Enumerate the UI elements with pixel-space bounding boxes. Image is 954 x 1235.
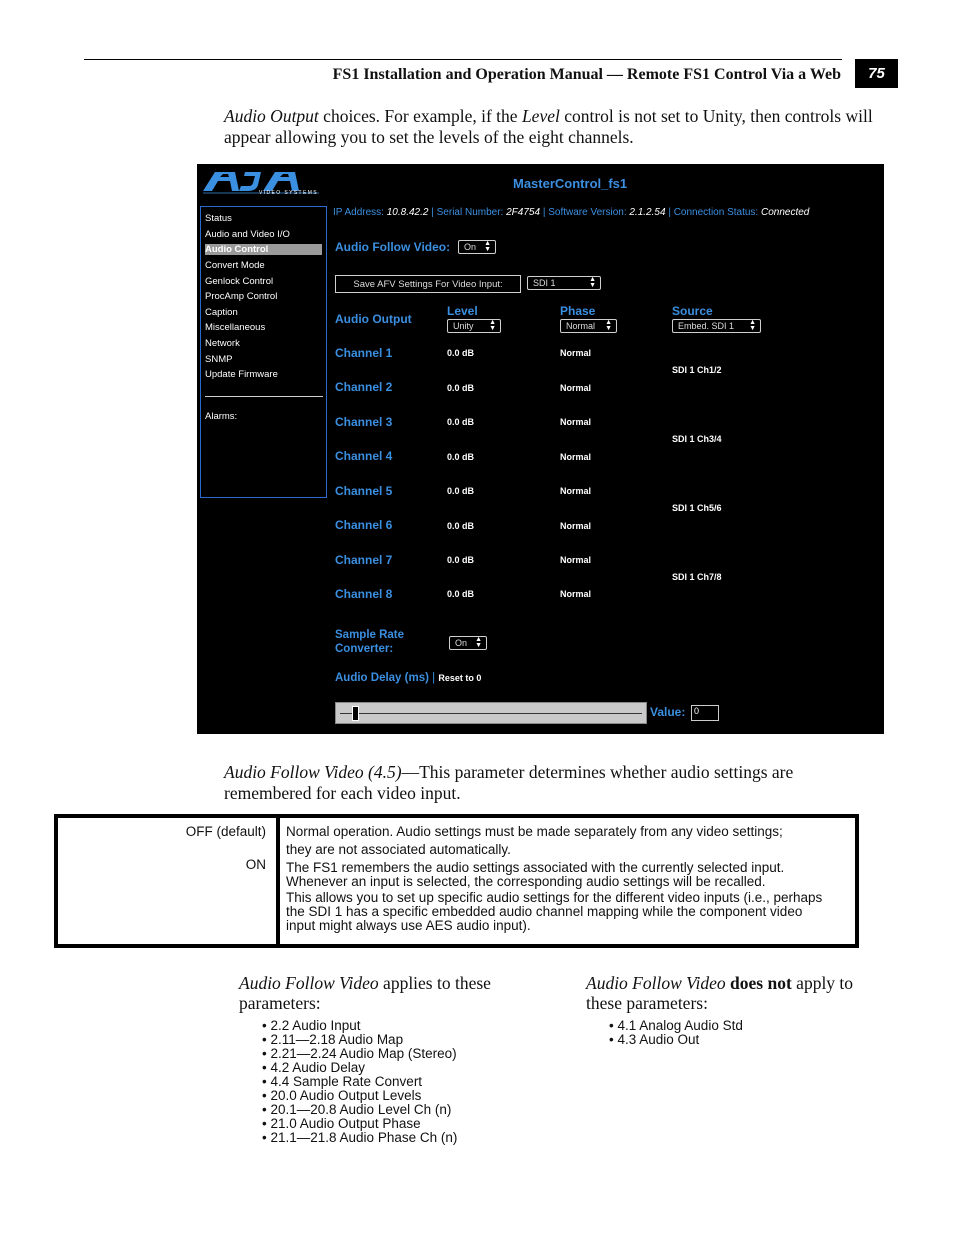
sidebar-item-convert-mode[interactable]: Convert Mode <box>205 260 265 271</box>
off-line-2: they are not associated automatically. <box>286 842 511 857</box>
source-ch7-8: SDI 1 Ch7/8 <box>672 572 722 582</box>
list-item: • 4.3 Audio Out <box>609 1033 743 1047</box>
level-select-value: Unity <box>453 321 474 331</box>
afv-select-value: On <box>464 242 477 252</box>
spinner-arrows-icon: ▲ ▼ <box>475 636 482 649</box>
channel-3-phase: Normal <box>560 417 592 427</box>
on-line-1: The FS1 remembers the audio settings associated with the currently selected input. <box>286 860 785 875</box>
channel-3-label: Channel 3 <box>335 415 393 429</box>
not-applies-rest: apply to these parameters: <box>586 973 854 1013</box>
on-line-5: input might always use AES audio input). <box>286 918 531 933</box>
on-line-4: the SDI 1 has a specific embedded audio channel mapping while the component video <box>286 904 803 919</box>
software-version-label: Software Version: <box>548 207 627 218</box>
save-afv-video-input-select[interactable] <box>527 276 601 290</box>
serial-value: 2F4754 <box>506 207 541 218</box>
connection-status-label: Connection Status: <box>673 207 759 218</box>
sidebar-nav <box>200 206 327 498</box>
channel-7-label: Channel 7 <box>335 553 393 567</box>
channel-5-phase: Normal <box>560 486 592 496</box>
channel-7-level: 0.0 dB <box>447 555 475 565</box>
serial-label: Serial Number: <box>436 207 504 218</box>
channel-5-label: Channel 5 <box>335 484 393 498</box>
level-column-header: Level <box>447 304 478 318</box>
sidebar-item-audio-control[interactable]: Audio Control <box>205 244 322 255</box>
sidebar-divider <box>205 396 323 397</box>
source-ch5-6: SDI 1 Ch5/6 <box>672 503 722 513</box>
table-divider <box>276 818 280 944</box>
device-info-line <box>333 207 809 218</box>
sidebar-item-audio-video-io[interactable]: Audio and Video I/O <box>205 229 290 240</box>
source-select[interactable] <box>672 319 761 333</box>
applies-heading <box>239 973 509 1013</box>
phase-column-header: Phase <box>560 304 596 318</box>
spinner-arrows-icon: ▲ ▼ <box>605 319 612 332</box>
intro-em-level: Level <box>521 106 560 126</box>
running-header: FS1 Installation and Operation Manual — Remote FS1 Control Via a Web <box>332 66 841 83</box>
off-default-label: OFF (default) <box>185 824 266 839</box>
phase-select-value: Normal <box>566 321 596 331</box>
phase-select[interactable] <box>560 319 617 333</box>
list-item: • 21.1—21.8 Audio Phase Ch (n) <box>262 1131 457 1145</box>
intro-text-2: control is not set to Unity, then controls will appear allowing you to set the levels of the eight channels. <box>224 106 873 147</box>
intro-em-audio-output: Audio Output <box>224 106 319 126</box>
source-select-value: Embed. SDI 1 <box>678 321 735 331</box>
app-title: MasterControl_fs1 <box>513 176 628 191</box>
off-line-1: Normal operation. Audio settings must be made separately from any video settings; <box>286 824 783 839</box>
slider-handle[interactable] <box>352 706 359 721</box>
header-rule <box>84 59 842 60</box>
sep-1: | <box>431 207 434 218</box>
not-applies-bold: does not <box>725 973 792 993</box>
reset-to-zero-link[interactable]: Reset to 0 <box>438 673 482 683</box>
ip-value: 10.8.42.2 <box>386 207 429 218</box>
applies-list <box>262 1019 457 1145</box>
channel-4-label: Channel 4 <box>335 449 393 463</box>
page-number: 75 <box>855 59 898 88</box>
spinner-arrows-icon: ▲ ▼ <box>489 319 496 332</box>
sidebar-item-miscellaneous[interactable]: Miscellaneous <box>205 322 266 333</box>
sidebar-item-genlock-control[interactable]: Genlock Control <box>205 276 274 287</box>
spinner-arrows-icon: ▲ ▼ <box>484 240 491 253</box>
list-item: • 21.0 Audio Output Phase <box>262 1117 457 1131</box>
intro-text-1: choices. For example, if the <box>318 106 522 126</box>
audio-delay-row <box>335 672 481 684</box>
afv-paragraph <box>224 762 864 804</box>
save-afv-input-value: SDI 1 <box>533 278 556 288</box>
ip-label: IP Address: <box>333 207 384 218</box>
sidebar-item-status[interactable]: Status <box>205 213 232 224</box>
sidebar-item-network[interactable]: Network <box>205 338 240 349</box>
channel-7-phase: Normal <box>560 555 592 565</box>
afv-options-table <box>54 814 859 948</box>
sample-rate-label-line2: Converter: <box>335 643 394 655</box>
delay-separator: | <box>432 672 436 684</box>
channel-5-level: 0.0 dB <box>447 486 475 496</box>
list-item: • 2.2 Audio Input <box>262 1019 457 1033</box>
list-item: • 4.1 Analog Audio Std <box>609 1019 743 1033</box>
channel-2-phase: Normal <box>560 383 592 393</box>
sidebar-item-procamp-control[interactable]: ProcAmp Control <box>205 291 278 302</box>
channel-2-level: 0.0 dB <box>447 383 475 393</box>
sidebar-item-caption[interactable]: Caption <box>205 307 238 318</box>
sep-2: | <box>542 207 546 218</box>
channel-8-phase: Normal <box>560 589 592 599</box>
list-item: • 4.2 Audio Delay <box>262 1061 457 1075</box>
sep-3: | <box>668 207 671 218</box>
channel-2-label: Channel 2 <box>335 380 393 394</box>
channel-6-level: 0.0 dB <box>447 521 475 531</box>
channel-4-level: 0.0 dB <box>447 452 475 462</box>
save-afv-settings-button[interactable]: Save AFV Settings For Video Input: <box>335 275 521 293</box>
not-applies-heading <box>586 973 856 1013</box>
not-applies-list <box>609 1019 743 1047</box>
logo-subtitle: VIDEO SYSTEMS <box>259 190 319 196</box>
intro-paragraph <box>224 106 874 148</box>
channel-3-level: 0.0 dB <box>447 417 475 427</box>
audio-delay-slider[interactable] <box>335 702 647 724</box>
list-item: • 20.0 Audio Output Levels <box>262 1089 457 1103</box>
audio-output-label: Audio Output <box>335 312 412 326</box>
source-ch3-4: SDI 1 Ch3/4 <box>672 434 722 444</box>
applies-em: Audio Follow Video <box>239 973 379 993</box>
source-ch1-2: SDI 1 Ch1/2 <box>672 365 722 375</box>
on-line-2: Whenever an input is selected, the corresponding audio settings will be recalled. <box>286 874 766 889</box>
level-select[interactable] <box>447 319 501 333</box>
value-input[interactable]: 0 <box>691 705 719 721</box>
channel-4-phase: Normal <box>560 452 592 462</box>
channel-6-phase: Normal <box>560 521 592 531</box>
spinner-arrows-icon: ▲ ▼ <box>749 319 756 332</box>
channel-1-level: 0.0 dB <box>447 348 475 358</box>
sidebar-item-update-firmware[interactable]: Update Firmware <box>205 369 278 380</box>
list-item: • 2.11—2.18 Audio Map <box>262 1033 457 1047</box>
value-label: Value: <box>650 705 686 719</box>
list-item: • 20.1—20.8 Audio Level Ch (n) <box>262 1103 457 1117</box>
channel-8-level: 0.0 dB <box>447 589 475 599</box>
channel-1-label: Channel 1 <box>335 346 393 360</box>
alarms-label: Alarms: <box>205 411 238 422</box>
list-item: • 2.21—2.24 Audio Map (Stereo) <box>262 1047 457 1061</box>
sample-rate-label-line1: Sample Rate <box>335 629 405 641</box>
afv-em: Audio Follow Video (4.5) <box>224 762 402 782</box>
spinner-arrows-icon: ▲ ▼ <box>589 276 596 289</box>
list-item: • 4.4 Sample Rate Convert <box>262 1075 457 1089</box>
on-line-3: This allows you to set up specific audio settings for the different video inputs (i.e., perhaps <box>286 890 823 905</box>
software-version-value: 2.1.2.54 <box>629 207 666 218</box>
web-ui-screenshot <box>197 164 884 734</box>
connection-status-value: Connected <box>760 207 810 218</box>
on-label: ON <box>245 857 266 872</box>
channel-6-label: Channel 6 <box>335 518 393 532</box>
src-select-value: On <box>455 638 468 648</box>
afv-text: —This parameter determines whether audio settings are remembered for each video input. <box>224 762 794 803</box>
audio-follow-video-label: Audio Follow Video: <box>335 240 451 254</box>
sample-rate-converter-select[interactable] <box>449 636 487 650</box>
channel-1-phase: Normal <box>560 348 592 358</box>
source-column-header: Source <box>672 304 713 318</box>
audio-follow-video-select[interactable] <box>458 240 496 254</box>
sidebar-item-snmp[interactable]: SNMP <box>205 354 233 365</box>
audio-delay-label: Audio Delay (ms) <box>335 672 429 684</box>
channel-8-label: Channel 8 <box>335 587 393 601</box>
applies-rest: applies to these parameters: <box>239 973 491 1013</box>
slider-track <box>340 713 642 714</box>
not-applies-em: Audio Follow Video <box>586 973 726 993</box>
